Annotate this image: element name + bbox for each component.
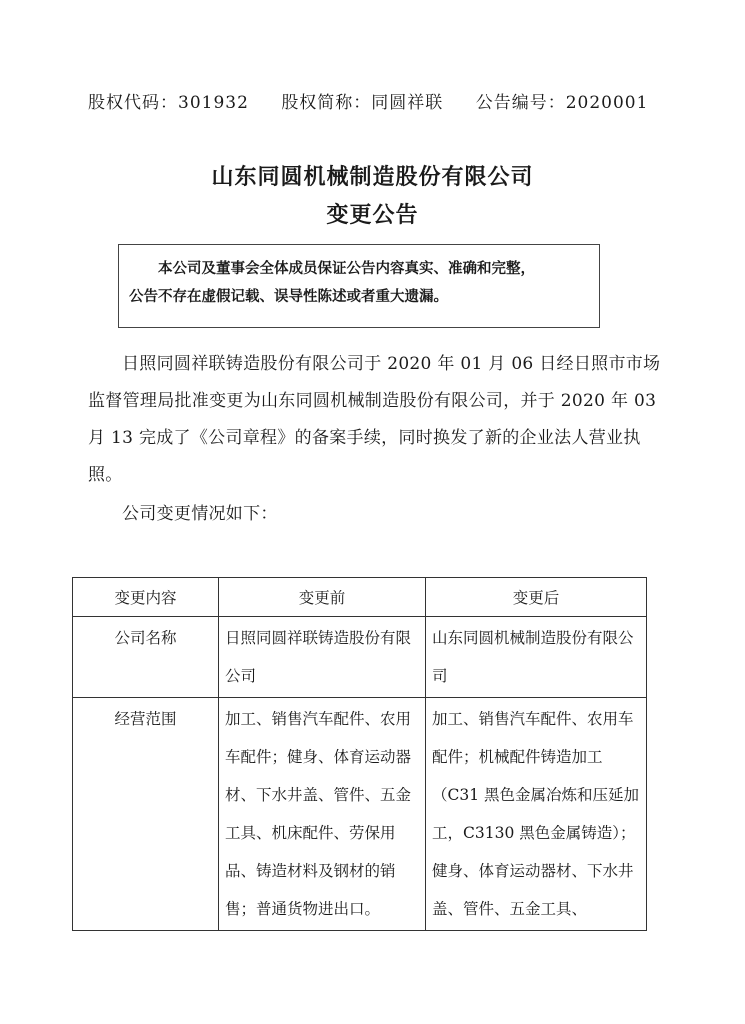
announcement-number: 公告编号：2020001: [475, 93, 649, 113]
row-after-company-name: 山东同圆机械制造股份有限公司: [426, 617, 647, 698]
row-before-company-name: 日照同圆祥联铸造股份有限公司: [219, 617, 426, 698]
change-details-table: [72, 577, 647, 931]
table-row: [73, 698, 647, 931]
row-item-company-name: 公司名称: [73, 617, 219, 698]
header-before: 变更前: [219, 578, 426, 617]
announcement-title: 变更公告: [326, 203, 419, 228]
change-intro-paragraph: [88, 496, 668, 533]
stock-abbreviation: 股权简称：同圆祥联: [281, 93, 444, 113]
change-description-text: 日照同圆祥联铸造股份有限公司于 2020 年 01 月 06 日经日照市市场监督管理局批准变更为山东同圆机械制造股份有限公司，并于 2020 年 03 月 13 完成了《公司章程》的备案手续，同时换发了新的企业法人营业执照。: [88, 354, 661, 485]
table-header-row: [73, 578, 647, 617]
board-statement-line-2: 公告不存在虚假记载、误导性陈述或者重大遗漏。: [129, 289, 448, 305]
header-after: 变更后: [426, 578, 647, 617]
stock-code: 股权代码：301932: [88, 93, 249, 113]
table-row: [73, 617, 647, 698]
row-after-business-scope: 加工、销售汽车配件、农用车配件；机械配件铸造加工（C31 黑色金属冶炼和压延加工，C3130 黑色金属铸造）；健身、体育运动器材、下水井盖、管件、五金工具、: [426, 698, 647, 931]
row-before-business-scope: 加工、销售汽车配件、农用车配件；健身、体育运动器材、下水井盖、管件、五金工具、机床配件、劳保用品、铸造材料及钢材的销售；普通货物进出口。: [219, 698, 426, 931]
announcement-header: [88, 88, 648, 113]
header-change-item: 变更内容: [73, 578, 219, 617]
change-intro-text: 公司变更情况如下：: [122, 504, 278, 524]
row-item-business-scope: 经营范围: [73, 698, 219, 931]
board-statement-box: [118, 244, 600, 328]
change-description-paragraph: [88, 346, 668, 494]
board-statement-line-1: 本公司及董事会全体成员保证公告内容真实、准确和完整，: [158, 261, 535, 277]
company-title: 山东同圆机械制造股份有限公司: [211, 165, 534, 190]
